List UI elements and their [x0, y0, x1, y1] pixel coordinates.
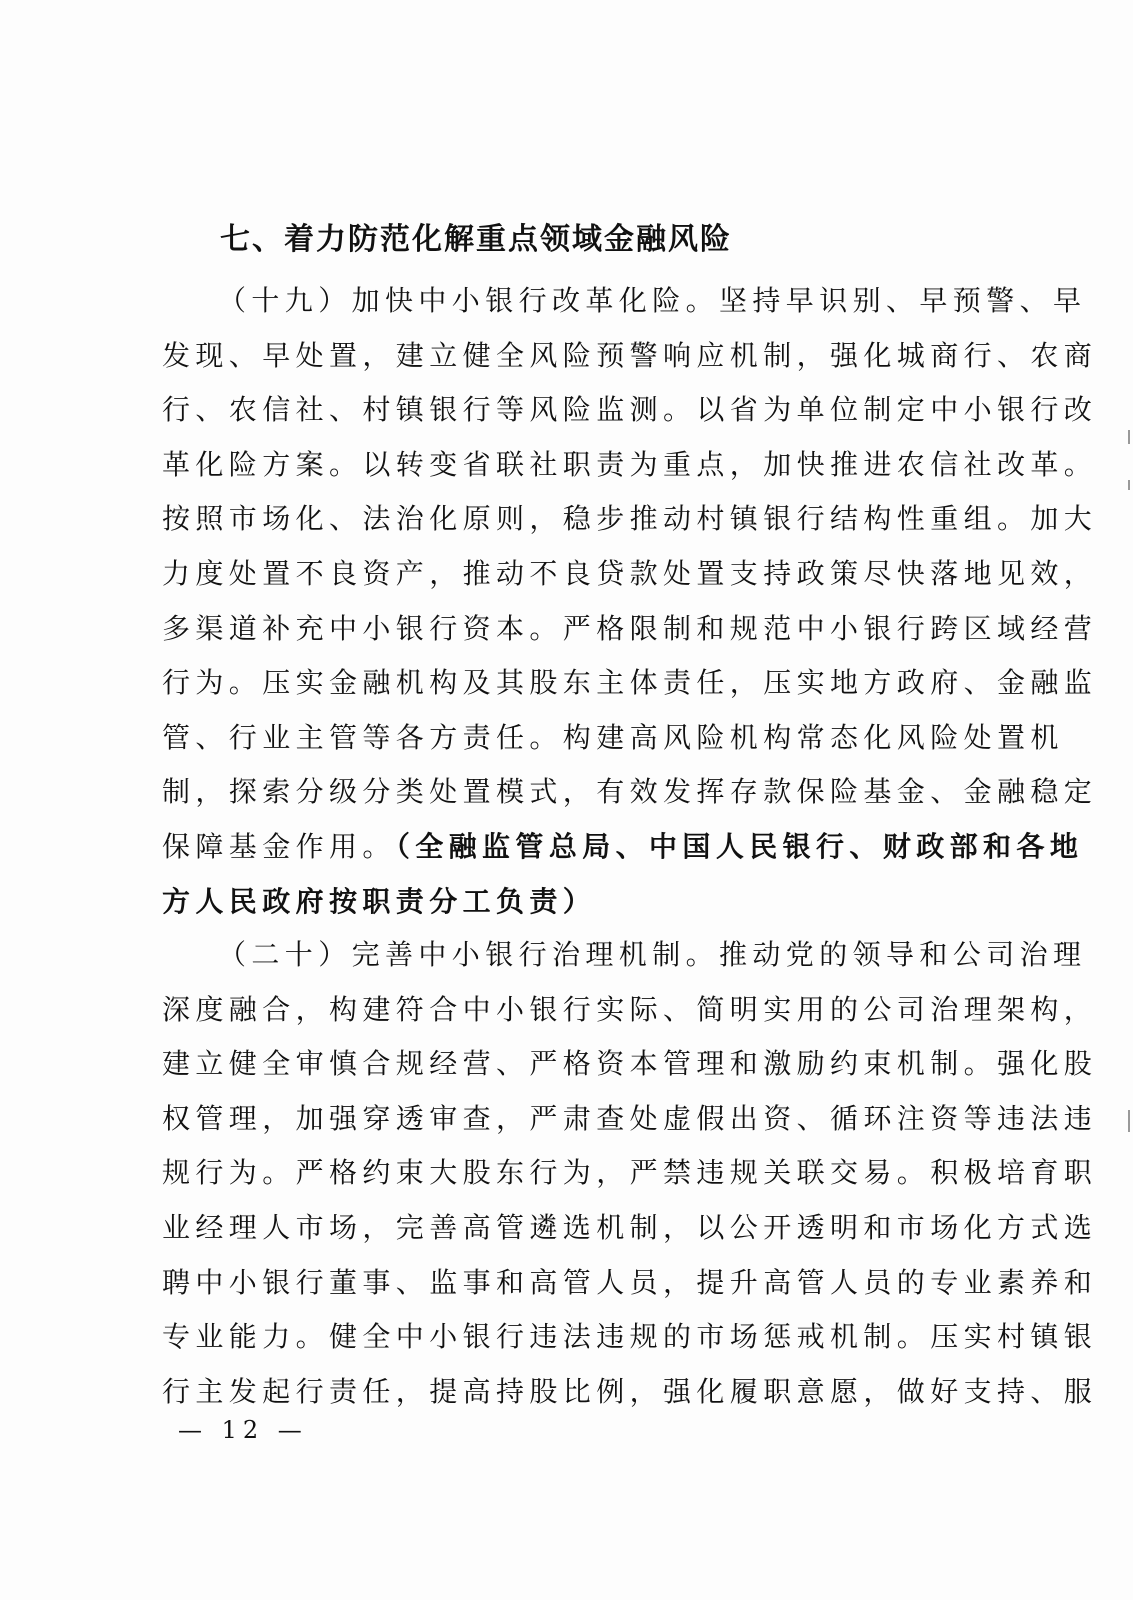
paragraph-line: 深度融合，构建符合中小银行实际、简明实用的公司治理架构，	[162, 992, 1098, 1026]
section-heading: 七、着力防范化解重点领域金融风险	[220, 222, 732, 257]
paragraph-line: 权管理，加强穿透审查，严肃查处虚假出资、循环注资等违法违	[162, 1101, 1098, 1135]
scan-edge-mark	[1128, 480, 1130, 490]
scan-edge-mark	[1128, 1110, 1130, 1132]
paragraph-line: 行为。压实金融机构及其股东主体责任，压实地方政府、金融监	[162, 666, 1098, 700]
paragraph-line: 行、农信社、村镇银行等风险监测。以省为单位制定中小银行改	[162, 393, 1098, 427]
paragraph-line: 多渠道补充中小银行资本。严格限制和规范中小银行跨区域经营	[162, 611, 1098, 645]
responsible-parties: （全融监管总局、中国人民银行、财政部和各地	[395, 829, 1084, 863]
page-number: — 12 —	[178, 1416, 308, 1444]
responsible-parties-end: 方人民政府按职责分工负责）	[162, 884, 597, 918]
paragraph-line: （十九）加快中小银行改革化险。坚持早识别、早预警、早	[218, 284, 1087, 317]
paragraph-line: 制，探索分级分类处置模式，有效发挥存款保险基金、金融稳定	[162, 775, 1098, 809]
paragraph-line: 革化险方案。以转变省联社职责为重点，加快推进农信社改革。	[162, 447, 1098, 481]
paragraph-line: 专业能力。健全中小银行违法违规的市场惩戒机制。压实村镇银	[162, 1320, 1098, 1354]
paragraph-line-with-responsibility	[162, 820, 1084, 875]
paragraph-line: （二十）完善中小银行治理机制。推动党的领导和公司治理	[218, 938, 1087, 971]
paragraph-line: 业经理人市场，完善高管遴选机制，以公开透明和市场化方式选	[162, 1210, 1098, 1244]
paragraph-line: 行主发起行责任，提高持股比例，强化履职意愿，做好支持、服	[162, 1374, 1098, 1408]
paragraph-line: 建立健全审慎合规经营、严格资本管理和激励约束机制。强化股	[162, 1047, 1098, 1081]
paragraph-line: 发现、早处置，建立健全风险预警响应机制，强化城商行、农商	[162, 338, 1098, 372]
paragraph-text: 保障基金作用。	[162, 829, 396, 863]
paragraph-line: 按照市场化、法治化原则，稳步推动村镇银行结构性重组。加大	[162, 502, 1098, 536]
paragraph-line: 聘中小银行董事、监事和高管人员，提升高管人员的专业素养和	[162, 1265, 1098, 1299]
paragraph-line: 管、行业主管等各方责任。构建高风险机构常态化风险处置机	[162, 720, 1064, 754]
scan-edge-mark	[1128, 430, 1130, 444]
paragraph-20	[162, 928, 1098, 1419]
paragraph-line: 规行为。严格约束大股东行为，严禁违规关联交易。积极培育职	[162, 1156, 1098, 1190]
paragraph-line: 力度处置不良资产，推动不良贷款处置支持政策尽快落地见效，	[162, 556, 1098, 590]
paragraph-19	[162, 274, 1098, 929]
